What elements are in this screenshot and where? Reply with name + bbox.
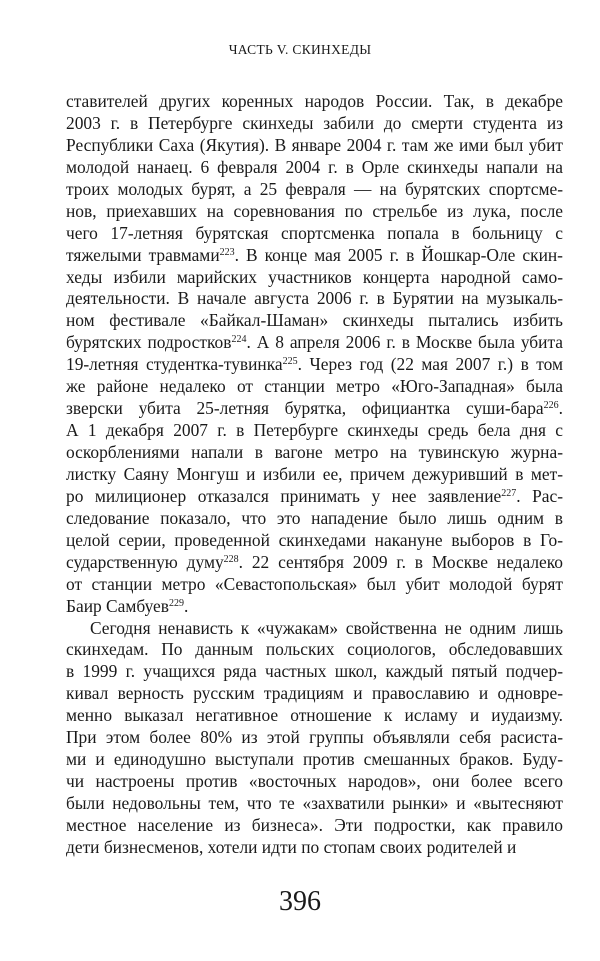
text-segment: 2003 г. в Петербурге скинхеды забили до смерти студента из	[66, 112, 563, 133]
page-number: 396	[279, 886, 321, 917]
text-line	[66, 771, 563, 793]
text-segment: менно выказал негативное отношение к исламу и иудаизму.	[66, 705, 563, 726]
text-segment: . 22 сентября 2009 г. в Москве недалеко	[238, 551, 563, 572]
text-segment: местное население из бизнеса». Эти подростки, как правило	[66, 814, 563, 835]
text-segment: троих молодых бурят, а 25 февраля — на бурятских спортсме-	[66, 178, 563, 199]
text-line	[66, 552, 563, 574]
text-segment: были недовольны тем, что те «захватили рынки» и «вытесняют	[66, 793, 563, 813]
text-segment: . Через год (22 мая 2007 г.) в том	[297, 354, 564, 375]
text-segment: тяжелыми травмами	[66, 244, 220, 265]
text-line	[66, 267, 563, 289]
text-line	[66, 135, 563, 157]
text-line	[66, 201, 563, 223]
footnote-marker: 228	[223, 553, 239, 565]
text-segment: чего 17-летняя бурятская спортсменка попала в больницу с	[66, 222, 563, 243]
paragraph	[66, 91, 563, 618]
text-line	[66, 398, 563, 420]
text-line	[66, 113, 563, 135]
text-line	[66, 793, 563, 815]
text-line	[66, 837, 563, 859]
text-segment: ми и единодушно выступали против смешанных браков. Буду-	[66, 749, 563, 770]
footnote-marker: 227	[501, 487, 517, 499]
text-segment: Баир Самбуев	[66, 595, 169, 616]
text-segment: сударственную думу	[66, 551, 224, 572]
running-header: ЧАСТЬ V. СКИНХЕДЫ	[228, 42, 372, 57]
text-segment: хеды избили марийских участников концерта народной само-	[66, 266, 563, 287]
text-segment: .	[558, 398, 563, 419]
text-segment: 19-летняя студентка-тувинка	[66, 354, 283, 375]
text-segment: Республики Саха (Якутия). В январе 2004 г. там же ими был убит	[66, 134, 563, 155]
text-segment: в 1999 г. учащихся ряда частных школ, каждый пятый подчер-	[66, 661, 563, 682]
paragraph	[66, 618, 563, 859]
text-segment: . А 8 апреля 2006 г. в Москве была убита	[246, 332, 563, 353]
text-line	[66, 530, 563, 552]
text-line	[66, 749, 563, 771]
footnote-marker: 224	[231, 334, 247, 346]
text-line	[66, 486, 563, 508]
text-line	[66, 157, 563, 179]
footnote-marker: 226	[543, 400, 559, 412]
text-segment: чи настроены против «восточных народов», они более всего	[66, 771, 563, 792]
text-segment: бурятских подростков	[66, 332, 232, 353]
text-line	[66, 596, 563, 618]
text-segment: молодой нанаец. 6 февраля 2004 г. в Орле скинхеды напали на	[66, 156, 563, 177]
text-segment: деятельности. В начале августа 2006 г. в Бурятии на музыкаль-	[66, 288, 563, 309]
text-segment: скинхедам. По данным польских социологов, обследовавших	[66, 639, 563, 660]
footnote-marker: 223	[219, 246, 235, 258]
text-segment: Сегодня ненависть к «чужакам» свойственна не одним лишь	[90, 617, 563, 638]
text-segment: оскорблениями напали в вагоне метро на тувинскую журна-	[66, 442, 563, 462]
text-line	[66, 618, 563, 640]
text-segment: ставителей других коренных народов России. Так, в декабре	[66, 91, 563, 111]
text-segment: целой серии, проведенной скинхедами накануне выборов в Го-	[66, 529, 563, 550]
text-segment: При этом более 80% из этой группы объявляли себя расиста-	[66, 727, 563, 748]
text-segment: следование показало, что это нападение было лишь одним в	[66, 507, 563, 528]
text-segment: ро милиционер отказался принимать у нее заявление	[66, 485, 502, 506]
text-line	[66, 376, 563, 398]
text-segment: А 1 декабря 2007 г. в Петербурге скинхеды средь бела дня с	[66, 420, 563, 441]
text-line	[66, 420, 563, 442]
text-segment: от станции метро «Севастопольская» был убит молодой бурят	[66, 573, 563, 594]
text-line	[66, 683, 563, 705]
text-line	[66, 661, 563, 683]
text-line	[66, 639, 563, 661]
text-line	[66, 815, 563, 837]
text-segment: нов, приехавших на соревнования по стрельбе из лука, после	[66, 200, 563, 221]
text-line	[66, 91, 563, 113]
text-segment: зверски убита 25-летняя бурятка, официантка суши-бара	[66, 398, 544, 419]
text-line	[66, 705, 563, 727]
text-line	[66, 332, 563, 354]
text-segment: . В конце мая 2005 г. в Йошкар-Оле скин-	[234, 244, 563, 265]
text-segment: дети бизнесменов, хотели идти по стопам своих родителей и	[66, 836, 517, 857]
text-line	[66, 223, 563, 245]
text-line	[66, 310, 563, 332]
footnote-marker: 229	[168, 597, 184, 609]
page-body-text	[66, 91, 563, 859]
text-segment: листку Саяну Монгуш и избили ее, причем дежуривший в мет-	[66, 463, 563, 484]
text-line	[66, 179, 563, 201]
text-segment: .	[183, 595, 189, 616]
text-segment: ном фестивале «Байкал-Шаман» скинхеды пытались избить	[66, 310, 563, 331]
text-line	[66, 727, 563, 749]
text-line	[66, 464, 563, 486]
text-line	[66, 508, 563, 530]
text-line	[66, 354, 563, 376]
text-line	[66, 245, 563, 267]
text-line	[66, 574, 563, 596]
text-segment: же районе недалеко от станции метро «Юго-Западная» была	[66, 376, 563, 397]
footnote-marker: 225	[282, 356, 298, 368]
text-line	[66, 288, 563, 310]
text-segment: . Рас-	[516, 485, 563, 506]
text-line	[66, 442, 563, 464]
text-segment: кивал верность русским традициям и православию и одновре-	[66, 683, 563, 704]
